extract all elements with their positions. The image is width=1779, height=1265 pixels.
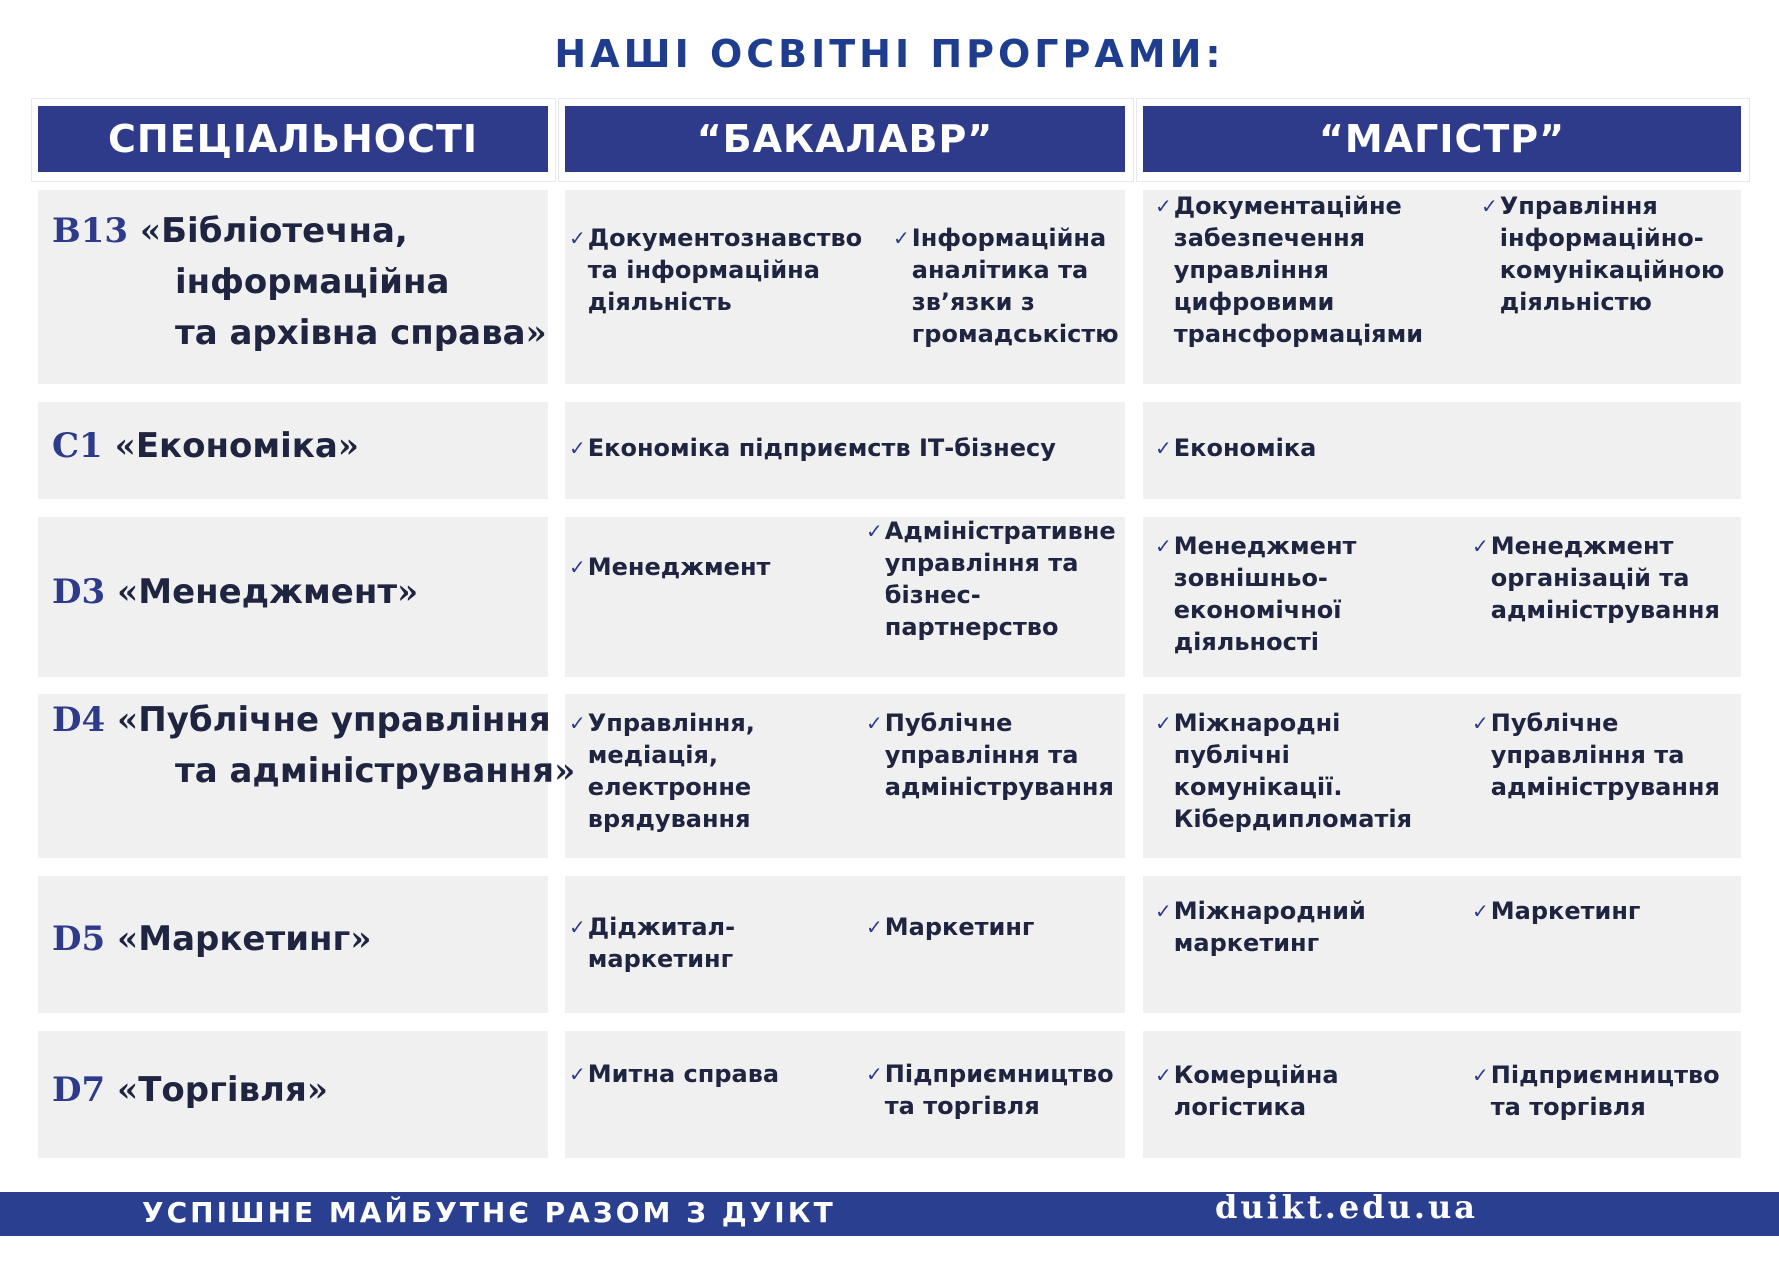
program-name-line: економічної [1173,596,1342,624]
checkmark-icon: ✓ [569,555,586,579]
program-name-line: Маркетинг [1490,897,1641,925]
program-item [1481,190,1724,318]
specialty-label [52,914,372,965]
program-name-line: та інформаційна [587,256,820,284]
specialty-line [52,914,372,965]
program-name [588,707,755,835]
program-name-line: зв’язки з [911,288,1035,316]
program-item [1155,895,1366,959]
program-name-line: Інформаційна [911,224,1107,252]
program-item [1155,530,1356,658]
program-name-line: управління та [884,741,1079,769]
checkmark-icon: ✓ [1472,1063,1489,1087]
program-name-line: адміністрування [884,773,1114,801]
program-name [1174,707,1412,835]
specialty-line [52,746,575,797]
specialty-label [52,695,575,797]
program-name [588,551,771,583]
program-name-line: інформаційно- [1499,224,1704,252]
program-item [569,432,1056,464]
program-item [866,1058,1114,1122]
program-name [1174,432,1317,464]
program-name-line: забезпечення [1173,224,1366,252]
program-name-line: врядування [587,805,751,833]
program-name [1491,530,1720,626]
program-name-line: адміністрування [1490,773,1720,801]
checkmark-icon: ✓ [1472,711,1489,735]
program-name [885,515,1116,643]
quote-open: « [116,700,139,740]
specialty-label [52,206,547,359]
program-name-line: цифровими [1173,288,1335,316]
program-name-line: комунікації. [1173,773,1343,801]
program-name [1491,1059,1720,1123]
program-name-line: Документознавство [587,224,863,252]
quote-close: » [397,572,419,612]
program-item [866,911,1034,943]
program-item [1155,432,1316,464]
program-item [1472,530,1720,626]
program-name-line: Менеджмент [1173,532,1357,560]
specialty-name: Маркетинг [138,919,351,959]
checkmark-icon: ✓ [569,1062,586,1086]
program-name-line: діяльність [587,288,732,316]
footer-slogan: УСПІШНЕ МАЙБУТНЄ РАЗОМ З ДУІКТ [142,1196,836,1229]
specialty-name: Публічне управління [138,700,551,740]
checkmark-icon: ✓ [569,226,586,250]
program-name-line: Міжнародні [1173,709,1341,737]
header-master: “МАГІСТР” [1143,106,1741,172]
program-name-line: управління та [884,549,1079,577]
program-item [893,222,1119,350]
program-name-line: та торгівля [884,1092,1040,1120]
program-name [1500,190,1725,318]
program-name-line: маркетинг [587,945,734,973]
specialty-line [52,308,547,359]
checkmark-icon: ✓ [1155,534,1172,558]
program-name-line: Митна справа [587,1060,780,1088]
program-name-line: Менеджмент [1490,532,1674,560]
checkmark-icon: ✓ [1155,899,1172,923]
checkmark-icon: ✓ [569,436,586,460]
specialty-code: D4 [52,700,117,740]
program-name-line: маркетинг [1173,929,1320,957]
specialty-line [52,1065,328,1116]
checkmark-icon: ✓ [1472,534,1489,558]
program-name-line: електронне [587,773,752,801]
program-name-line: Публічне [884,709,1013,737]
checkmark-icon: ✓ [1155,436,1172,460]
specialty-name: Менеджмент [138,572,398,612]
program-name-line: логістика [1173,1093,1307,1121]
specialty-name: та архівна справа [175,313,526,353]
header-bachelor: “БАКАЛАВР” [565,106,1125,172]
page-title: НАШІ ОСВІТНІ ПРОГРАМИ: [554,32,1225,76]
program-name [1491,707,1720,803]
program-name-line: адміністрування [1490,596,1720,624]
quote-open: « [116,1070,139,1110]
quote-close: » [525,313,547,353]
program-name-line: та торгівля [1490,1093,1646,1121]
program-name-line: Міжнародний [1173,897,1366,925]
program-name-line: управління та [1490,741,1685,769]
checkmark-icon: ✓ [1155,1063,1172,1087]
quote-close: » [350,919,372,959]
program-name-line: Публічне [1490,709,1619,737]
program-name-line: громадськістю [911,320,1119,348]
checkmark-icon: ✓ [1155,711,1172,735]
program-name-line: аналітика та [911,256,1089,284]
program-name-line: Документаційне [1173,192,1402,220]
program-item [569,707,755,835]
program-name-line: публічні [1173,741,1290,769]
specialty-label [52,421,359,472]
program-item [1155,1059,1339,1123]
program-item [866,515,1116,643]
program-name [1174,530,1357,658]
checkmark-icon: ✓ [866,519,883,543]
program-name-line: Кібердипломатія [1173,805,1413,833]
program-item [866,707,1114,803]
specialty-line [52,421,359,472]
program-name-line: трансформаціями [1173,320,1424,348]
program-name-line: діяльністю [1499,288,1652,316]
program-name [885,911,1035,943]
program-name-line: Менеджмент [587,553,771,581]
checkmark-icon: ✓ [569,915,586,939]
program-name [588,1058,779,1090]
quote-close: » [554,751,576,791]
quote-open: « [116,572,139,612]
program-name-line: Діджитал- [587,913,736,941]
program-name-line: Підприємництво [1490,1061,1720,1089]
program-name [885,707,1114,803]
specialty-name: Економіка [135,426,338,466]
program-name-line: Комерційна [1173,1061,1339,1089]
program-name [1174,190,1423,350]
quote-open: « [116,919,139,959]
checkmark-icon: ✓ [866,1062,883,1086]
checkmark-icon: ✓ [866,711,883,735]
quote-close: » [337,426,360,466]
specialty-line [52,567,418,618]
program-item [1472,707,1720,803]
specialty-line [52,695,575,746]
program-item [1155,190,1423,350]
specialty-code: D5 [52,919,117,959]
specialty-code: D3 [52,572,117,612]
specialty-name: та адміністрування [175,751,555,791]
program-name [588,911,735,975]
program-name-line: Маркетинг [884,913,1035,941]
program-item [1472,1059,1720,1123]
specialty-name: інформаційна [175,262,450,302]
checkmark-icon: ✓ [893,226,910,250]
program-item [1155,707,1412,835]
program-name-line: Адміністративне [884,517,1116,545]
program-name-line: Економіка [1173,434,1317,462]
program-name-line: медіація, [587,741,719,769]
program-name-line: комунікаційною [1499,256,1725,284]
checkmark-icon: ✓ [1481,194,1498,218]
checkmark-icon: ✓ [569,711,586,735]
program-name-line: діяльності [1173,628,1319,656]
program-name-line: організацій та [1490,564,1690,592]
program-item [1472,895,1640,927]
checkmark-icon: ✓ [1155,194,1172,218]
specialty-label [52,1065,328,1116]
quote-close: » [306,1070,329,1110]
program-item [569,551,770,583]
program-item [569,1058,779,1090]
checkmark-icon: ✓ [1472,899,1489,923]
program-name-line: партнерство [884,613,1059,641]
checkmark-icon: ✓ [866,915,883,939]
specialty-label [52,567,418,618]
program-name-line: Управління [1499,192,1658,220]
specialty-code: B13 [52,211,140,251]
specialty-code: C1 [52,426,115,466]
program-name-line: управління [1173,256,1329,284]
program-name-line: Підприємництво [884,1060,1114,1088]
program-name [588,222,862,318]
specialty-line [52,257,547,308]
program-name [885,1058,1114,1122]
program-name [1174,1059,1339,1123]
program-item [569,911,735,975]
specialty-line [52,206,547,257]
program-name-line: Економіка підприємств ІТ-бізнесу [587,434,1056,462]
header-specialties: СПЕЦІАЛЬНОСТІ [38,106,548,172]
program-item [569,222,862,318]
program-name [1174,895,1366,959]
program-name [912,222,1119,350]
program-name-line: зовнішньо- [1173,564,1328,592]
program-name [1491,895,1641,927]
quote-open: « [139,211,162,251]
footer-website-link[interactable]: duikt.edu.ua [1215,1188,1479,1226]
specialty-name: Бібліотечна, [161,211,408,251]
program-name-line: Управління, [587,709,755,737]
program-name-line: бізнес- [884,581,981,609]
specialty-code: D7 [52,1070,117,1110]
program-name [588,432,1056,464]
quote-open: « [114,426,136,466]
specialty-name: Торгівля [138,1070,307,1110]
